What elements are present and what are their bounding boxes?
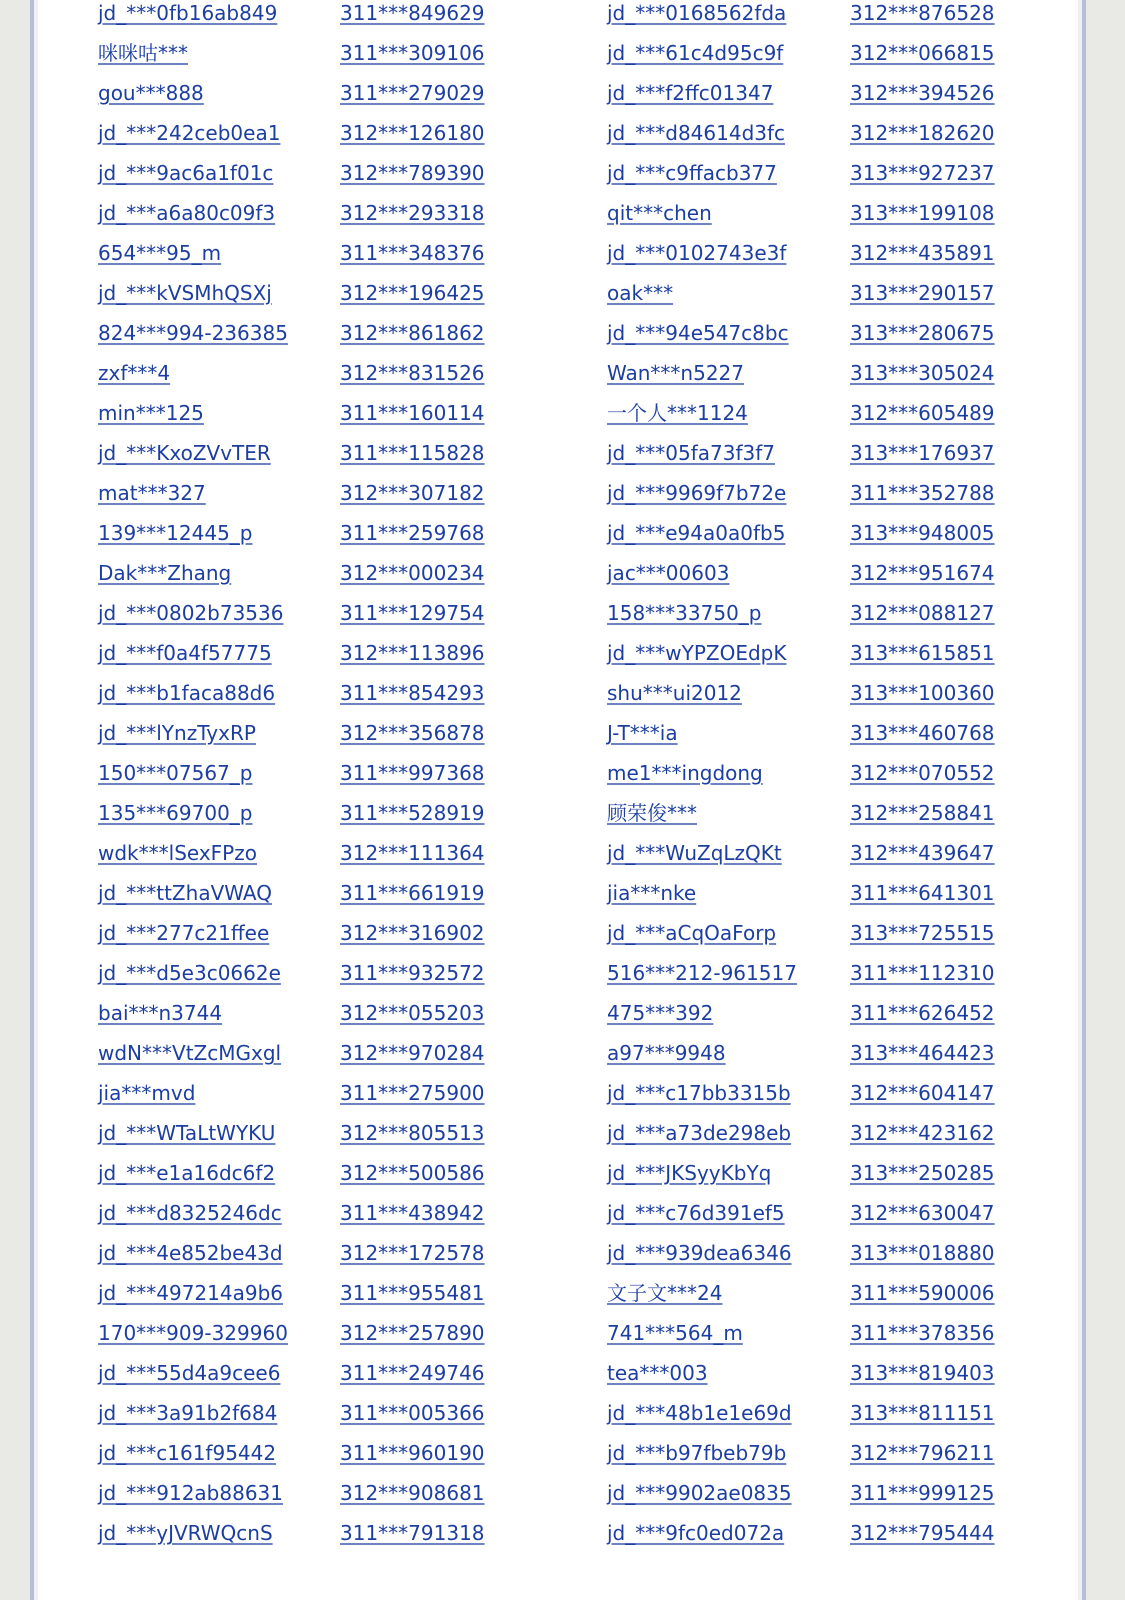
order-number-link[interactable]: 311***352788 [850, 481, 995, 505]
username-link[interactable]: tea***003 [607, 1361, 708, 1385]
list-item [0, 72, 1125, 112]
username-link[interactable]: jd_***d84614d3fc [607, 121, 786, 145]
order-number-link[interactable]: 313***100360 [850, 681, 995, 705]
order-number-link[interactable]: 311***590006 [850, 1281, 995, 1305]
order-number-link[interactable]: 311***955481 [340, 1281, 485, 1305]
order-number-link[interactable]: 312***000234 [340, 561, 485, 585]
username-link[interactable]: jd_***f0a4f57775 [98, 641, 272, 665]
order-number-link[interactable]: 311***249746 [340, 1361, 485, 1385]
order-number-link[interactable]: 311***160114 [340, 401, 485, 425]
username-link[interactable]: 文子文***24 [607, 1281, 723, 1305]
username-link[interactable]: jd_***wYPZOEdpK [607, 641, 787, 665]
username-link[interactable]: a97***9948 [607, 1041, 726, 1065]
username-link[interactable]: jd_***0102743e3f [607, 241, 787, 265]
order-number-link[interactable]: 313***305024 [850, 361, 995, 385]
username-link[interactable]: jd_***0168562fda [607, 1, 787, 25]
list-item [0, 792, 1125, 832]
username-link[interactable]: jd_***b97fbeb79b [607, 1441, 787, 1465]
order-number-link[interactable]: 312***394526 [850, 81, 995, 105]
username-link[interactable]: jd_***9fc0ed072a [607, 1521, 785, 1545]
list-item [0, 672, 1125, 712]
username-link[interactable]: 咪咪咕*** [98, 41, 188, 65]
list-item [0, 1512, 1125, 1552]
order-number-link[interactable]: 311***348376 [340, 241, 485, 265]
order-number-link[interactable]: 312***795444 [850, 1521, 995, 1545]
order-number-link[interactable]: 313***250285 [850, 1161, 995, 1185]
username-link[interactable]: Dak***Zhang [98, 561, 232, 585]
list-item [0, 472, 1125, 512]
order-number-link[interactable]: 311***309106 [340, 41, 485, 65]
username-link[interactable]: mat***327 [98, 481, 206, 505]
order-number-link[interactable]: 313***615851 [850, 641, 995, 665]
order-number-link[interactable]: 312***423162 [850, 1121, 995, 1145]
username-link[interactable]: jd_***f2ffc01347 [607, 81, 774, 105]
order-number-link[interactable]: 312***789390 [340, 161, 485, 185]
order-number-link[interactable]: 311***438942 [340, 1201, 485, 1225]
list-item [0, 1312, 1125, 1352]
order-number-link[interactable]: 311***641301 [850, 881, 995, 905]
order-number-link[interactable]: 312***861862 [340, 321, 485, 345]
list-item [0, 1152, 1125, 1192]
list-item [0, 1232, 1125, 1272]
order-number-link[interactable]: 311***275900 [340, 1081, 485, 1105]
order-number-link[interactable]: 311***999125 [850, 1481, 995, 1505]
order-number-link[interactable]: 312***257890 [340, 1321, 485, 1345]
username-link[interactable]: jd_***3a91b2f684 [98, 1401, 278, 1425]
list-item [0, 0, 1125, 32]
list-item [0, 192, 1125, 232]
order-number-link[interactable]: 313***460768 [850, 721, 995, 745]
list-item [0, 392, 1125, 432]
username-link[interactable]: jd_***d5e3c0662e [98, 961, 281, 985]
list-item [0, 272, 1125, 312]
order-number-link[interactable]: 312***088127 [850, 601, 995, 625]
list-item [0, 1472, 1125, 1512]
username-link[interactable]: oak*** [607, 281, 674, 305]
order-number-link[interactable]: 311***129754 [340, 601, 485, 625]
order-number-link[interactable]: 313***948005 [850, 521, 995, 545]
order-number-link[interactable]: 311***791318 [340, 1521, 485, 1545]
username-link[interactable]: jd_***lYnzTyxRP [98, 721, 256, 745]
username-link[interactable]: jd_***a73de298eb [607, 1121, 792, 1145]
username-link[interactable]: J-T***ia [607, 721, 678, 745]
list-item [0, 592, 1125, 632]
username-link[interactable]: 475***392 [607, 1001, 714, 1025]
username-link[interactable]: jd_***4e852be43d [98, 1241, 283, 1265]
username-link[interactable]: jd_***48b1e1e69d [607, 1401, 792, 1425]
order-number-link[interactable]: 313***811151 [850, 1401, 995, 1425]
username-link[interactable]: jd_***9969f7b72e [607, 481, 787, 505]
list-item [0, 552, 1125, 592]
list-item [0, 1192, 1125, 1232]
username-link[interactable]: jia***nke [607, 881, 697, 905]
username-link[interactable]: 一个人***1124 [607, 401, 748, 425]
order-number-link[interactable]: 312***055203 [340, 1001, 485, 1025]
order-number-link[interactable]: 311***115828 [340, 441, 485, 465]
list-item [0, 712, 1125, 752]
list-item [0, 1072, 1125, 1112]
username-link[interactable]: jd_***242ceb0ea1 [98, 121, 281, 145]
order-number-link[interactable]: 312***970284 [340, 1041, 485, 1065]
order-number-link[interactable]: 312***356878 [340, 721, 485, 745]
order-number-link[interactable]: 312***435891 [850, 241, 995, 265]
list-item [0, 312, 1125, 352]
username-link[interactable]: 139***12445_p [98, 521, 253, 545]
order-number-link[interactable]: 312***113896 [340, 641, 485, 665]
order-number-link[interactable]: 311***854293 [340, 681, 485, 705]
order-number-link[interactable]: 311***378356 [850, 1321, 995, 1345]
order-number-link[interactable]: 311***849629 [340, 1, 485, 25]
order-number-link[interactable]: 313***018880 [850, 1241, 995, 1265]
order-number-link[interactable]: 312***126180 [340, 121, 485, 145]
username-link[interactable]: 516***212-961517 [607, 961, 797, 985]
order-number-link[interactable]: 312***070552 [850, 761, 995, 785]
username-link[interactable]: shu***ui2012 [607, 681, 742, 705]
order-number-link[interactable]: 313***280675 [850, 321, 995, 345]
order-number-link[interactable]: 312***605489 [850, 401, 995, 425]
order-number-link[interactable]: 311***259768 [340, 521, 485, 545]
list-item [0, 1432, 1125, 1472]
username-link[interactable]: 158***33750_p [607, 601, 762, 625]
order-number-link[interactable]: 313***464423 [850, 1041, 995, 1065]
username-link[interactable]: jd_***9902ae0835 [607, 1481, 792, 1505]
order-number-link[interactable]: 312***066815 [850, 41, 995, 65]
username-link[interactable]: wdN***VtZcMGxgl [98, 1041, 282, 1065]
order-number-link[interactable]: 311***997368 [340, 761, 485, 785]
list-item [0, 1272, 1125, 1312]
username-link[interactable]: 654***95_m [98, 241, 222, 265]
username-link[interactable]: jd_***c17bb3315b [607, 1081, 791, 1105]
order-number-link[interactable]: 313***199108 [850, 201, 995, 225]
order-number-link[interactable]: 313***290157 [850, 281, 995, 305]
username-link[interactable]: jd_***b1faca88d6 [98, 681, 276, 705]
order-number-link[interactable]: 311***661919 [340, 881, 485, 905]
username-link[interactable]: jd_***e94a0a0fb5 [607, 521, 786, 545]
order-number-link[interactable]: 312***258841 [850, 801, 995, 825]
username-link[interactable]: jd_***61c4d95c9f [607, 41, 784, 65]
order-number-link[interactable]: 312***796211 [850, 1441, 995, 1465]
username-link[interactable]: jd_***d8325246dc [98, 1201, 282, 1225]
order-number-link[interactable]: 312***876528 [850, 1, 995, 25]
username-link[interactable]: jd_***05fa73f3f7 [607, 441, 775, 465]
username-link[interactable]: jd_***kVSMhQSXj [98, 281, 272, 305]
username-link[interactable]: jd_***c76d391ef5 [607, 1201, 785, 1225]
order-number-link[interactable]: 312***172578 [340, 1241, 485, 1265]
list-item [0, 512, 1125, 552]
order-number-link[interactable]: 311***279029 [340, 81, 485, 105]
order-number-link[interactable]: 313***725515 [850, 921, 995, 945]
list-item [0, 1112, 1125, 1152]
username-link[interactable]: jd_***939dea6346 [607, 1241, 792, 1265]
username-link[interactable]: jd_***c9ffacb377 [607, 161, 777, 185]
list-item [0, 352, 1125, 392]
order-number-link[interactable]: 311***005366 [340, 1401, 485, 1425]
username-link[interactable]: jd_***aCqOaForp [607, 921, 777, 945]
list-item [0, 952, 1125, 992]
list-item [0, 232, 1125, 272]
username-link[interactable]: jia***mvd [98, 1081, 196, 1105]
username-link[interactable]: 741***564_m [607, 1321, 743, 1345]
list-item [0, 632, 1125, 672]
list-item [0, 832, 1125, 872]
username-link[interactable]: 824***994-236385 [98, 321, 288, 345]
username-link[interactable]: jd_***55d4a9cee6 [98, 1361, 281, 1385]
list-item [0, 992, 1125, 1032]
username-link[interactable]: 170***909-329960 [98, 1321, 288, 1345]
username-link[interactable]: jd_***94e547c8bc [607, 321, 789, 345]
list-item [0, 1352, 1125, 1392]
username-link[interactable]: jd_***497214a9b6 [98, 1281, 283, 1305]
order-number-link[interactable]: 312***908681 [340, 1481, 485, 1505]
order-number-link[interactable]: 312***500586 [340, 1161, 485, 1185]
username-link[interactable]: zxf***4 [98, 361, 171, 385]
username-link[interactable]: jd_***912ab88631 [98, 1481, 283, 1505]
list-item [0, 912, 1125, 952]
username-link[interactable]: jd_***277c21ffee [98, 921, 270, 945]
username-link[interactable]: 150***07567_p [98, 761, 253, 785]
order-number-link[interactable]: 312***805513 [340, 1121, 485, 1145]
username-link[interactable]: bai***n3744 [98, 1001, 223, 1025]
list-item [0, 152, 1125, 192]
list-item [0, 432, 1125, 472]
username-link[interactable]: jd_***9ac6a1f01c [98, 161, 274, 185]
username-link[interactable]: jd_***0802b73536 [98, 601, 284, 625]
username-link[interactable]: wdk***lSexFPzo [98, 841, 257, 865]
order-number-link[interactable]: 312***831526 [340, 361, 485, 385]
order-number-link[interactable]: 313***176937 [850, 441, 995, 465]
username-link[interactable]: 135***69700_p [98, 801, 253, 825]
order-number-link[interactable]: 311***112310 [850, 961, 995, 985]
order-number-link[interactable]: 312***293318 [340, 201, 485, 225]
username-link[interactable]: jd_***0fb16ab849 [98, 1, 278, 25]
username-link[interactable]: Wan***n5227 [607, 361, 745, 385]
order-number-link[interactable]: 312***307182 [340, 481, 485, 505]
order-number-link[interactable]: 312***951674 [850, 561, 995, 585]
username-link[interactable]: jd_***WuZqLzQKt [607, 841, 782, 865]
order-number-link[interactable]: 311***528919 [340, 801, 485, 825]
username-link[interactable]: jd_***e1a16dc6f2 [98, 1161, 276, 1185]
list-item [0, 1392, 1125, 1432]
order-number-link[interactable]: 312***316902 [340, 921, 485, 945]
username-link[interactable]: jd_***c161f95442 [98, 1441, 277, 1465]
order-number-link[interactable]: 312***630047 [850, 1201, 995, 1225]
list-item [0, 32, 1125, 72]
username-link[interactable]: 顾荣俊*** [607, 801, 697, 825]
username-link[interactable]: me1***ingdong [607, 761, 763, 785]
list-item [0, 752, 1125, 792]
username-link[interactable]: jd_***JKSyyKbYq [607, 1161, 772, 1185]
username-link[interactable]: jd_***ttZhaVWAQ [98, 881, 273, 905]
order-number-link[interactable]: 312***111364 [340, 841, 485, 865]
username-link[interactable]: min***125 [98, 401, 204, 425]
order-number-link[interactable]: 312***439647 [850, 841, 995, 865]
username-link[interactable]: jd_***yJVRWQcnS [98, 1521, 273, 1545]
order-number-link[interactable]: 311***932572 [340, 961, 485, 985]
username-link[interactable]: jac***00603 [607, 561, 730, 585]
list-item [0, 1032, 1125, 1072]
username-link[interactable]: jd_***WTaLtWYKU [98, 1121, 276, 1145]
list-item [0, 112, 1125, 152]
order-number-link[interactable]: 312***604147 [850, 1081, 995, 1105]
order-number-link[interactable]: 311***960190 [340, 1441, 485, 1465]
order-number-link[interactable]: 313***927237 [850, 161, 995, 185]
username-link[interactable]: jd_***a6a80c09f3 [98, 201, 276, 225]
username-link[interactable]: qit***chen [607, 201, 712, 225]
order-number-link[interactable]: 313***819403 [850, 1361, 995, 1385]
order-number-link[interactable]: 312***182620 [850, 121, 995, 145]
list-item [0, 872, 1125, 912]
order-number-link[interactable]: 311***626452 [850, 1001, 995, 1025]
username-link[interactable]: gou***888 [98, 81, 204, 105]
username-link[interactable]: jd_***KxoZVvTER [98, 441, 271, 465]
order-number-link[interactable]: 312***196425 [340, 281, 485, 305]
